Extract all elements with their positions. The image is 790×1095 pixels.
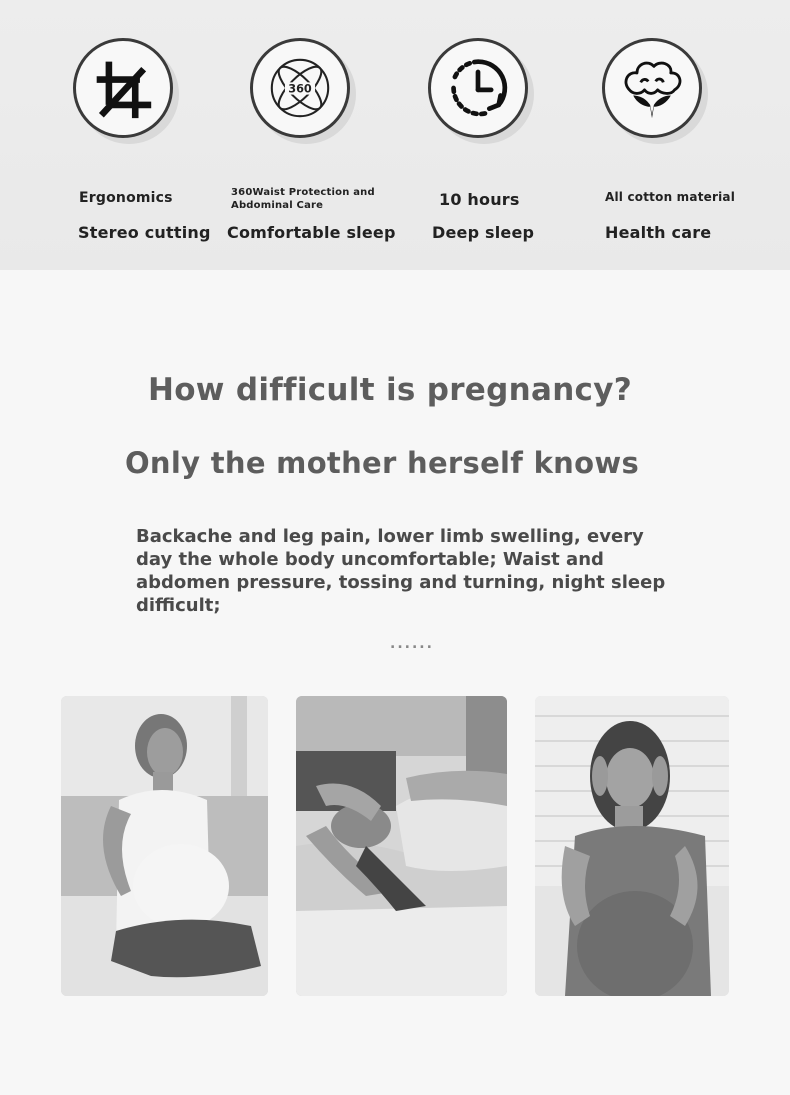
backache-photo (61, 696, 268, 996)
feature-4-bottom-label: Health care (605, 223, 712, 242)
headache-lying-photo (296, 696, 507, 996)
subheadline: Only the mother herself knows (124, 446, 640, 480)
headache-standing-photo (535, 696, 729, 996)
360-icon-text: 360 (288, 82, 312, 96)
feature-3-bottom-label: Deep sleep (432, 223, 535, 242)
headline: How difficult is pregnancy? (147, 372, 633, 408)
clock-icon (428, 38, 528, 138)
features-band (0, 0, 790, 270)
cotton-icon (602, 38, 702, 138)
feature-4-top-label: All cotton material (605, 190, 736, 204)
feature-3-top-label: 10 hours (439, 190, 520, 209)
360-icon (250, 38, 350, 138)
description: Backache and leg pain, lower limb swelling, every day the whole body uncomfortable; Waist and abdomen pressure, tossing and turning, night sleep difficult; (136, 526, 666, 616)
feature-2-top-label: 360Waist Protection and Abdominal Care (231, 187, 375, 211)
separator-dots: ...... (390, 636, 434, 652)
crop-icon (73, 38, 173, 138)
feature-1-bottom-label: Stereo cutting (78, 223, 211, 242)
feature-2-bottom-label: Comfortable sleep (227, 223, 396, 242)
feature-1-top-label: Ergonomics (79, 190, 173, 206)
